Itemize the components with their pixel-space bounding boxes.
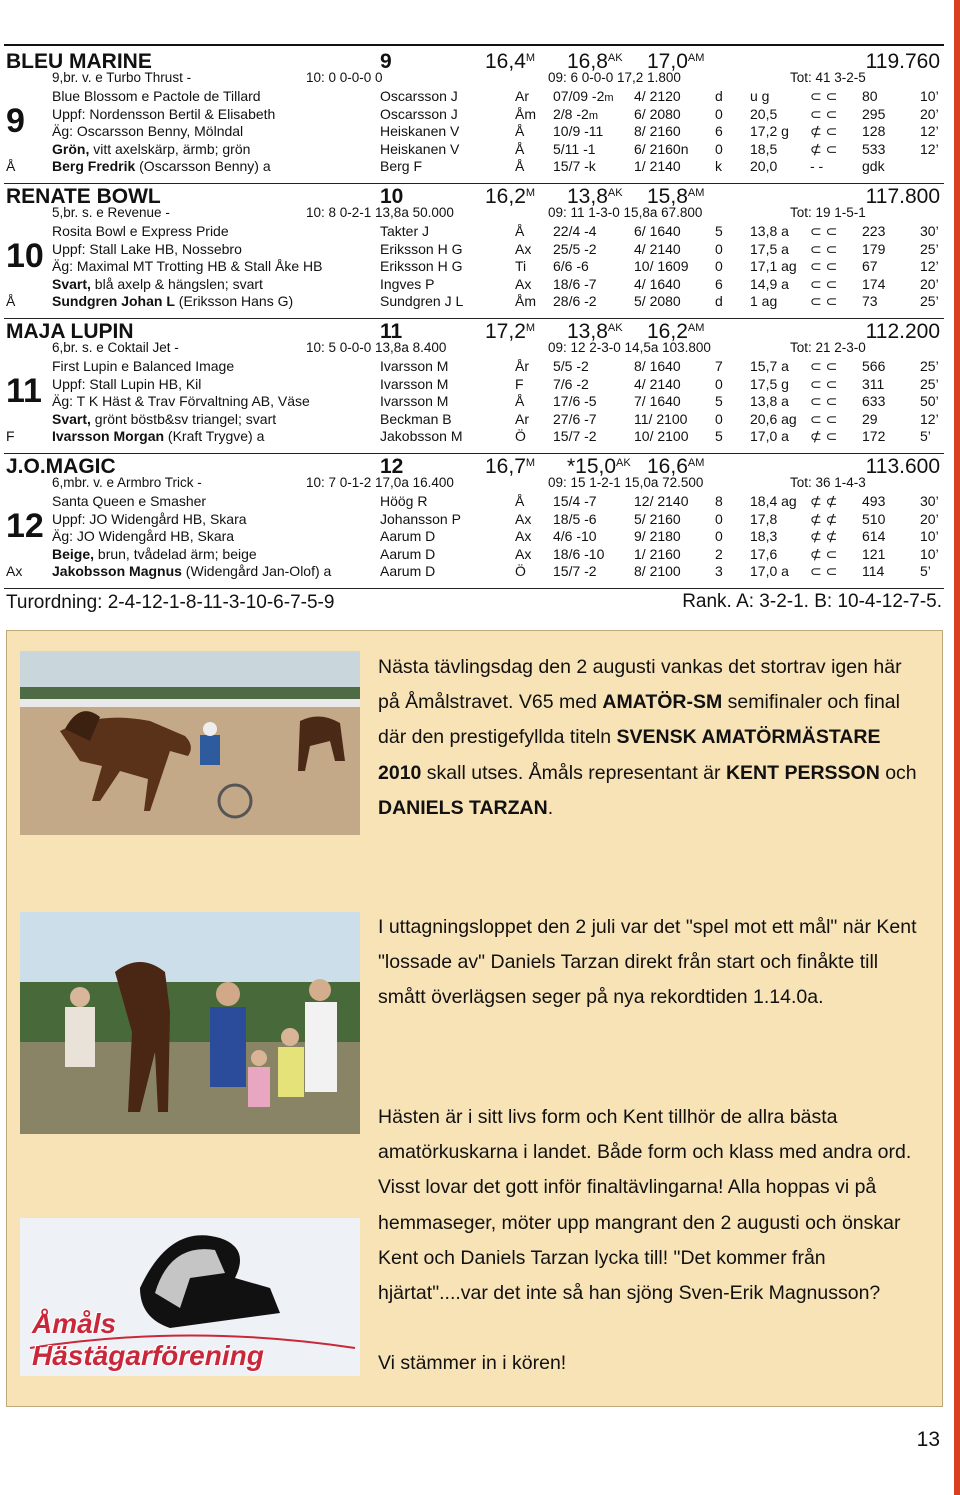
row-odds: 295 [862, 105, 886, 122]
winner-photo [20, 912, 360, 1134]
row-odds: 614 [862, 528, 886, 544]
row-pos: 6 [715, 123, 723, 139]
row-description: Svart, grönt böstb&sv triangel; svart [52, 410, 277, 427]
row-sh: ⊂ ⊂ [810, 105, 838, 122]
article-paragraph-2: I uttagningsloppet den 2 juli var det "spel mot ett mål" när Kent "lossade av" Daniels Tarzan direkt från start och finåkte till smått överlägsen seger på nya rekordtiden 1.14.0a. [378, 916, 917, 1009]
row-driver: Beckman B [380, 410, 452, 427]
row-dist: 4/ 2140 [634, 375, 681, 392]
row-dist: 4/ 2120 [634, 88, 681, 104]
row-description: Grön, vitt axelskärp, ärmb; grön [52, 140, 251, 157]
row-pos: 5 [715, 428, 723, 444]
row-time: 17,2 g [750, 123, 789, 139]
row-pos: 6 [715, 275, 723, 292]
info-cell: Tot: 41 3-2-5 [790, 70, 866, 85]
row-odds: 311 [862, 375, 885, 392]
start-row [0, 106, 960, 123]
row-odds: 67 [862, 258, 878, 274]
row-time: 18,5 [750, 140, 778, 157]
row-pos: 0 [715, 258, 723, 274]
row-dist: 5/ 2160 [634, 510, 681, 527]
start-row [0, 293, 960, 310]
row-place: 25’ [920, 358, 939, 374]
row-description: Rosita Bowl e Express Pride [52, 223, 229, 239]
row-sh: ⊂ ⊂ [810, 393, 838, 409]
info-cell: 10: 7 0-1-2 17,0a 16.400 [306, 475, 454, 490]
row-odds: 121 [862, 545, 886, 562]
row-place: 25’ [920, 375, 939, 392]
side-label: Å [6, 293, 16, 309]
info-cell: Tot: 36 1-4-3 [790, 475, 866, 490]
row-date: 5/11 -1 [553, 140, 596, 157]
article-paragraph-4: Vi stämmer in i kören! [378, 1352, 567, 1374]
row-driver: Heiskanen V [380, 123, 460, 139]
row-date: 25/5 -2 [553, 240, 597, 257]
row-odds: 114 [862, 563, 885, 579]
record-am: $16,6^{AM}$ [647, 455, 705, 478]
info-cell: 9,br. v. e Turbo Thrust - [52, 70, 192, 85]
row-time: 17,0 a [750, 428, 789, 444]
row-driver: Heiskanen V [380, 140, 460, 157]
row-description: Uppf: Stall Lupin HB, Kil [52, 375, 202, 392]
row-date: 07/09 -2m [553, 88, 614, 104]
info-cell: 10: 0 0-0-0 0 [306, 70, 383, 85]
row-time: u g [750, 88, 770, 104]
record-ak: $13,8^{AK}$ [567, 320, 623, 343]
row-sh: ⊂ ⊂ [810, 410, 838, 427]
row-track: Ax [515, 510, 532, 527]
row-driver: Aarum D [380, 563, 436, 579]
row-place: 12’ [920, 258, 939, 274]
start-number: 12 [380, 455, 404, 478]
row-date: 18/6 -10 [553, 545, 605, 562]
info-row [0, 475, 960, 492]
row-description: Jakobsson Magnus (Widengård Jan-Olof) a [52, 563, 332, 579]
row-track: F [515, 375, 524, 392]
side-label: F [6, 428, 15, 444]
row-sh: ⊂ ⊂ [810, 223, 838, 239]
total-earnings: 119.760 [865, 50, 940, 73]
total-earnings: 113.600 [865, 455, 940, 478]
row-track: Å [515, 158, 525, 174]
row-place: 20’ [920, 105, 939, 122]
row-time: 17,0 a [750, 563, 789, 579]
row-pos: 0 [715, 105, 723, 122]
row-driver: Oscarsson J [380, 105, 458, 122]
row-dist: 9/ 2180 [634, 528, 681, 544]
info-cell: 10: 8 0-2-1 13,8a 50.000 [306, 205, 454, 220]
row-date: 18/6 -7 [553, 275, 597, 292]
row-driver: Eriksson H G [380, 240, 463, 257]
row-date: 15/7 -k [553, 158, 596, 174]
row-pos: 0 [715, 375, 723, 392]
row-track: År [515, 358, 529, 374]
row-track: Ar [515, 88, 529, 104]
record-am: $16,2^{AM}$ [647, 320, 705, 343]
record-ak: $*15,0^{AK}$ [567, 455, 631, 478]
row-driver: Oscarsson J [380, 88, 458, 104]
row-description: Svart, blå axelp & hängslen; svart [52, 275, 263, 292]
row-place: 20’ [920, 275, 939, 292]
logo-text: Åmåls Hästägarförening [32, 1308, 264, 1371]
row-date: 15/7 -2 [553, 563, 597, 579]
row-odds: 29 [862, 410, 878, 427]
row-time: 18,4 ag [750, 493, 797, 509]
row-dist: 6/ 2160n [634, 140, 689, 157]
row-sh: ⊂ ⊂ [810, 563, 838, 579]
row-dist: 4/ 1640 [634, 275, 681, 292]
page-number: 13 [916, 1428, 940, 1451]
big-start-number: 12 [6, 507, 44, 545]
start-row [0, 258, 960, 275]
info-cell: 09: 11 1-3-0 15,8a 67.800 [548, 205, 703, 220]
row-track: Ax [515, 528, 532, 544]
total-earnings: 112.200 [865, 320, 940, 343]
info-cell: 10: 5 0-0-0 13,8a 8.400 [306, 340, 447, 355]
row-odds: 633 [862, 393, 886, 409]
row-sh: ⊄ ⊂ [810, 428, 838, 444]
row-time: 1 ag [750, 293, 778, 309]
row-dist: 10/ 1609 [634, 258, 689, 274]
row-driver: Aarum D [380, 528, 436, 544]
row-pos: 0 [715, 410, 723, 427]
info-row [0, 70, 960, 87]
article-paragraph-3: Hästen är i sitt livs form och Kent tillhör de allra bästa amatörkuskarna i landet. Både form och klass med andra ord. Visst lovar det gott inför finaltävlingarna! Alla hoppas vi på hemmaseger, möter upp mangrant den 2 augusti och önskar Kent och Daniels Tarzan lycka till! "Det kommer från hjärtat"....var det inte så han sjöng Sven-Erik Magnusson? [378, 1106, 912, 1305]
row-description: Ivarsson Morgan (Kraft Trygve) a [52, 428, 265, 444]
start-row [0, 158, 960, 175]
row-pos: k [715, 158, 722, 174]
row-driver: Höög R [380, 493, 428, 509]
row-place: 10’ [920, 545, 939, 562]
row-dist: 1/ 2140 [634, 158, 681, 174]
row-dist: 10/ 2100 [634, 428, 689, 444]
big-start-number: 11 [6, 372, 42, 410]
row-sh: ⊂ ⊂ [810, 293, 838, 309]
start-row [0, 376, 960, 393]
row-place: 30’ [920, 493, 939, 509]
row-place: 25’ [920, 240, 939, 257]
row-pos: d [715, 88, 723, 104]
rank: Rank. A: 3-2-1. B: 10-4-12-7-5. [682, 591, 942, 612]
row-time: 15,7 a [750, 358, 789, 374]
row-odds: 73 [862, 293, 878, 309]
row-driver: Eriksson H G [380, 258, 463, 274]
row-sh: ⊄ ⊂ [810, 545, 838, 562]
row-place: 20’ [920, 510, 939, 527]
row-pos: 3 [715, 563, 723, 579]
side-label: Ax [6, 563, 23, 579]
record-m: $16,4^M$ [485, 50, 536, 73]
info-cell: 6,mbr. v. e Armbro Trick - [52, 475, 202, 490]
info-row [0, 205, 960, 222]
start-row [0, 493, 960, 510]
row-odds: gdk [862, 158, 885, 174]
row-date: 15/7 -2 [553, 428, 597, 444]
article-run: KENT PERSSON [725, 761, 880, 784]
row-description: First Lupin e Balanced Image [52, 358, 235, 374]
info-cell: 09: 6 0-0-0 17,2 1.800 [548, 70, 681, 85]
row-track: Åm [515, 293, 536, 309]
row-pos: 8 [715, 493, 723, 509]
row-pos: 7 [715, 358, 723, 374]
article-run: skall utses. Åmåls representant är [421, 761, 726, 784]
start-row [0, 563, 960, 580]
row-dist: 6/ 1640 [634, 223, 681, 239]
row-description: Berg Fredrik (Oscarsson Benny) a [52, 158, 271, 174]
row-driver: Johansson P [380, 510, 461, 527]
start-number: 9 [380, 50, 392, 73]
article-run: DANIELS TARZAN [378, 796, 548, 819]
turordning: Turordning: 2-4-12-1-8-11-3-10-6-7-5-9 [6, 592, 335, 613]
row-odds: 179 [862, 240, 886, 257]
record-m: $16,7^M$ [485, 455, 536, 478]
horse-name: RENATE BOWL [6, 185, 161, 208]
big-start-number: 10 [6, 237, 44, 275]
start-number: 10 [380, 185, 404, 208]
info-cell: 09: 15 1-2-1 15,0a 72.500 [548, 475, 704, 490]
row-date: 5/5 -2 [553, 358, 589, 374]
row-track: Ö [515, 563, 526, 579]
start-row [0, 393, 960, 410]
row-dist: 1/ 2160 [634, 545, 681, 562]
entry-separator [4, 183, 944, 184]
row-pos: 2 [715, 545, 723, 562]
row-date: 28/6 -2 [553, 293, 597, 309]
row-track: Å [515, 393, 525, 409]
row-dist: 7/ 1640 [634, 393, 681, 409]
row-odds: 223 [862, 223, 886, 239]
row-track: Å [515, 140, 525, 157]
row-sh: ⊄ ⊄ [810, 493, 838, 509]
row-dist: 11/ 2100 [634, 410, 688, 427]
record-ak: $16,8^{AK}$ [567, 50, 623, 73]
total-earnings: 117.800 [865, 185, 940, 208]
row-dist: 5/ 2080 [634, 293, 681, 309]
row-place: 10’ [920, 88, 939, 104]
row-track: Ar [515, 410, 529, 427]
row-sh: ⊂ ⊂ [810, 88, 838, 104]
record-m: $16,2^M$ [485, 185, 536, 208]
row-description: Äg: Maximal MT Trotting HB & Stall Åke HB [52, 258, 323, 274]
row-date: 17/6 -5 [553, 393, 597, 409]
row-track: Å [515, 123, 525, 139]
row-description: Äg: Oscarsson Benny, Mölndal [52, 123, 244, 139]
row-pos: 5 [715, 393, 723, 409]
row-sh: - - [810, 158, 824, 174]
row-pos: 0 [715, 140, 723, 157]
row-driver: Jakobsson M [380, 428, 463, 444]
article-run: AMATÖR-SM [602, 691, 723, 714]
top-rule [4, 44, 944, 46]
row-description: Äg: JO Widengård HB, Skara [52, 528, 235, 544]
row-place: 10’ [920, 528, 939, 544]
record-am: $15,8^{AM}$ [647, 185, 705, 208]
row-place: 5’ [920, 428, 931, 444]
record-am: $17,0^{AM}$ [647, 50, 705, 73]
info-cell: 5,br. s. e Revenue - [52, 205, 170, 220]
row-time: 20,0 [750, 158, 778, 174]
row-sh: ⊂ ⊂ [810, 375, 838, 392]
row-dist: 6/ 2080 [634, 105, 681, 122]
row-place: 25’ [920, 293, 939, 309]
row-date: 4/6 -10 [553, 528, 597, 544]
start-row [0, 223, 960, 240]
row-time: 14,9 a [750, 275, 789, 292]
row-pos: 0 [715, 528, 723, 544]
row-date: 27/6 -7 [553, 410, 597, 427]
article-run: semifinaler och final där den prestigefyllda titeln [378, 691, 900, 749]
race-photo [20, 651, 360, 835]
row-track: Ax [515, 545, 532, 562]
entry-separator [4, 453, 944, 454]
row-driver: Ivarsson M [380, 393, 449, 409]
row-driver: Ivarsson M [380, 358, 449, 374]
row-date: 15/4 -7 [553, 493, 597, 509]
start-row [0, 276, 960, 293]
start-row [0, 88, 960, 105]
info-cell: 6,br. s. e Coktail Jet - [52, 340, 179, 355]
row-place: 12’ [920, 123, 939, 139]
row-description: Beige, brun, tvådelad ärm; beige [52, 545, 257, 562]
row-date: 18/5 -6 [553, 510, 597, 527]
row-dist: 12/ 2140 [634, 493, 689, 509]
big-start-number: 9 [6, 102, 25, 140]
row-description: Äg: T K Häst & Trav Förvaltning AB, Väse [52, 393, 310, 409]
row-track: Ö [515, 428, 526, 444]
row-date: 22/4 -4 [553, 223, 597, 239]
article-run: SVENSK AMATÖRMÄSTARE 2010 [378, 726, 881, 784]
row-date: 6/6 -6 [553, 258, 589, 274]
row-description: Uppf: Stall Lake HB, Nossebro [52, 240, 242, 257]
row-description: Sundgren Johan L (Eriksson Hans G) [52, 293, 294, 309]
row-sh: ⊂ ⊂ [810, 240, 838, 257]
row-odds: 533 [862, 140, 886, 157]
row-time: 13,8 a [750, 393, 789, 409]
start-row [0, 123, 960, 140]
start-row [0, 241, 960, 258]
start-number: 11 [380, 320, 403, 343]
row-sh: ⊄ ⊄ [810, 510, 838, 527]
article-run: . [547, 796, 554, 819]
row-dist: 4/ 2140 [634, 240, 681, 257]
article-run: Nästa tävlingsdag den 2 augusti vankas det stortrav igen här på Åmålstravet. V65 med [378, 656, 902, 714]
row-pos: 5 [715, 223, 723, 239]
row-track: Ax [515, 240, 532, 257]
row-description: Santa Queen e Smasher [52, 493, 207, 509]
row-date: 7/6 -2 [553, 375, 589, 392]
row-date: 10/9 -11 [553, 123, 604, 139]
row-place: 50’ [920, 393, 939, 409]
row-driver: Ingves P [380, 275, 435, 292]
row-sh: ⊂ ⊂ [810, 258, 838, 274]
row-odds: 128 [862, 123, 886, 139]
row-time: 18,3 [750, 528, 778, 544]
row-odds: 493 [862, 493, 886, 509]
start-row [0, 428, 960, 445]
start-row [0, 546, 960, 563]
row-odds: 172 [862, 428, 886, 444]
row-driver: Aarum D [380, 545, 436, 562]
entry-separator [4, 318, 944, 319]
info-row [0, 340, 960, 357]
row-description: Uppf: JO Widengård HB, Skara [52, 510, 247, 527]
row-sh: ⊂ ⊂ [810, 358, 838, 374]
start-row [0, 141, 960, 158]
row-time: 17,5 g [750, 375, 789, 392]
row-time: 17,5 a [750, 240, 789, 257]
row-time: 17,6 [750, 545, 778, 562]
row-sh: ⊄ ⊂ [810, 140, 838, 157]
article-run: och [879, 761, 917, 784]
record-m: $17,2^M$ [485, 320, 536, 343]
row-dist: 8/ 2100 [634, 563, 681, 579]
start-row [0, 358, 960, 375]
start-row [0, 511, 960, 528]
row-sh: ⊄ ⊂ [810, 123, 838, 139]
horse-name: MAJA LUPIN [6, 320, 134, 343]
row-driver: Sundgren J L [380, 293, 464, 309]
row-place: 12’ [920, 410, 939, 427]
row-odds: 80 [862, 88, 878, 104]
row-track: Ax [515, 275, 532, 292]
info-cell: Tot: 21 2-3-0 [790, 340, 866, 355]
row-place: 12’ [920, 140, 939, 157]
row-time: 20,5 [750, 105, 778, 122]
row-driver: Takter J [380, 223, 430, 239]
record-ak: $13,8^{AK}$ [567, 185, 623, 208]
row-time: 20,6 ag [750, 410, 797, 427]
row-track: Ti [515, 258, 527, 274]
row-sh: ⊄ ⊄ [810, 528, 838, 544]
row-pos: 0 [715, 240, 723, 257]
row-date: 2/8 -2m [553, 105, 598, 122]
row-odds: 566 [862, 358, 886, 374]
row-description: Uppf: Nordensson Bertil & Elisabeth [52, 105, 276, 122]
side-label: Å [6, 158, 16, 174]
horse-name: J.O.MAGIC [6, 455, 116, 478]
row-sh: ⊂ ⊂ [810, 275, 838, 292]
row-dist: 8/ 2160 [634, 123, 681, 139]
row-time: 13,8 a [750, 223, 789, 239]
info-cell: 09: 12 2-3-0 14,5a 103.800 [548, 340, 711, 355]
start-row [0, 528, 960, 545]
row-driver: Ivarsson M [380, 375, 449, 392]
article-paragraph-1 [378, 650, 923, 826]
row-place: 5’ [920, 563, 931, 579]
horse-name: BLEU MARINE [6, 50, 152, 73]
row-time: 17,1 ag [750, 258, 797, 274]
row-pos: d [715, 293, 723, 309]
row-track: Å [515, 493, 525, 509]
row-time: 17,8 [750, 510, 778, 527]
info-cell: Tot: 19 1-5-1 [790, 205, 866, 220]
start-row [0, 411, 960, 428]
row-track: Å [515, 223, 525, 239]
entry-separator [4, 588, 944, 589]
row-pos: 0 [715, 510, 723, 527]
row-odds: 510 [862, 510, 886, 527]
row-track: Åm [515, 105, 536, 122]
row-place: 30’ [920, 223, 939, 239]
row-dist: 8/ 1640 [634, 358, 681, 374]
row-driver: Berg F [380, 158, 423, 174]
row-odds: 174 [862, 275, 886, 292]
row-description: Blue Blossom e Pactole de Tillard [52, 88, 261, 104]
